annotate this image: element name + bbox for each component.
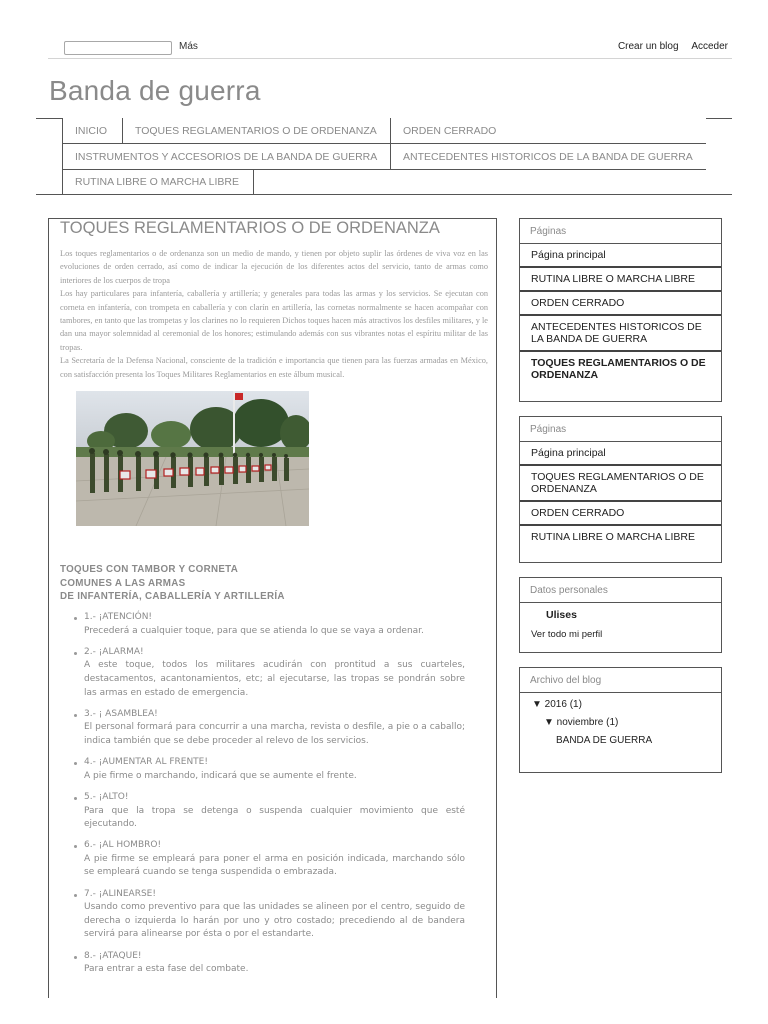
page-link-antecedentes[interactable]: ANTECEDENTES HISTORICOS DE LA BANDA DE GUERRA	[520, 316, 721, 352]
toque-name: 3.- ¡ ASAMBLEA!	[84, 708, 158, 719]
pages-widget-secondary	[519, 416, 722, 563]
list-item	[84, 646, 465, 700]
profile-widget	[519, 577, 722, 653]
toque-description: Para entrar a esta fase del combate.	[84, 964, 249, 975]
toque-name: 5.- ¡ALTO!	[84, 791, 129, 802]
toques-section-heading	[60, 563, 285, 604]
heading-line: DE INFANTERÍA, CABALLERÍA Y ARTILLERÍA	[60, 591, 285, 602]
profile-name-link[interactable]: Ulises	[546, 609, 577, 621]
archive-year-label[interactable]: ▼ 2016	[532, 699, 567, 710]
archive-month-noviembre[interactable]	[532, 714, 721, 732]
toque-description: A pie firme o marchando, indicará que se aumente el frente.	[84, 770, 357, 781]
navbar-right	[608, 41, 728, 52]
list-item	[84, 888, 465, 942]
list-item	[84, 791, 465, 832]
toque-name: 2.- ¡ALARMA!	[84, 646, 144, 657]
widget-title: Archivo del blog	[520, 668, 721, 693]
band-photo[interactable]	[76, 391, 309, 526]
page-link-home[interactable]: Página principal	[520, 442, 721, 466]
archive-widget	[519, 667, 722, 773]
page-link-orden-cerrado[interactable]: ORDEN CERRADO	[520, 292, 721, 316]
page-link-orden-cerrado[interactable]: ORDEN CERRADO	[520, 502, 721, 526]
tab-instrumentos[interactable]: INSTRUMENTOS Y ACCESORIOS DE LA BANDA DE GUERRA	[62, 144, 390, 170]
page-link-rutina-libre[interactable]: RUTINA LIBRE O MARCHA LIBRE	[520, 268, 721, 292]
toque-name: 6.- ¡AL HOMBRO!	[84, 840, 162, 851]
archive-month-count: (1)	[606, 717, 619, 728]
page-link-toques[interactable]: TOQUES REGLAMENTARIOS O DE ORDENANZA	[531, 357, 706, 381]
view-profile-link[interactable]: Ver todo mi perfil	[531, 629, 603, 640]
toque-description: A este toque, todos los militares acudirán con prontitud a sus cuarteles, destacamentos, acantonamientos, etc; al ejecutarse, las tropas se pondrán sobre las armas en estado de emergencia.	[84, 660, 465, 698]
toque-description: A pie firme se empleará para poner el arma en posición indicada, marchando sólo se empleará cuando se tenga suspendida o embrazada.	[84, 853, 465, 878]
archive-year-2016[interactable]	[532, 696, 721, 714]
list-item	[84, 611, 465, 638]
create-blog-link[interactable]: Crear un blog	[617, 41, 679, 52]
intro-paragraph: Los toques reglamentarios o de ordenanza son un medio de mando, y tienen por objeto suplir las órdenes de viva voz en las evoluciones de orden cerrado, así como de indicar la ejecución de los diferentes actos del servicio, tanto de armas como interiores de los cuerpos de tropa	[60, 249, 488, 285]
tab-rutina-libre[interactable]: RUTINA LIBRE O MARCHA LIBRE	[62, 170, 254, 194]
blog-title[interactable]: Banda de guerra	[49, 75, 261, 106]
widget-title: Páginas	[520, 219, 721, 244]
toque-name: 1.- ¡ATENCIÓN!	[84, 612, 153, 622]
tab-toques[interactable]: TOQUES REGLAMENTARIOS O DE ORDENANZA	[122, 118, 390, 144]
list-item	[84, 708, 465, 749]
toque-name: 7.- ¡ALINEARSE!	[84, 888, 156, 899]
tabs-bottom-rule	[36, 194, 732, 195]
heading-line: COMUNES A LAS ARMAS	[60, 577, 186, 589]
post-title[interactable]: TOQUES REGLAMENTARIOS O DE ORDENANZA	[60, 219, 440, 237]
archive-post-link[interactable]: BANDA DE GUERRA	[556, 735, 653, 746]
archive-year-count: (1)	[569, 699, 582, 710]
toque-description: Para que la tropa se detenga o suspenda cualquier movimiento que esté ejecutando.	[84, 805, 465, 830]
widget-title: Páginas	[520, 417, 721, 442]
page-link-home[interactable]: Página principal	[520, 244, 721, 268]
page-link-toques[interactable]: TOQUES REGLAMENTARIOS O DE ORDENANZA	[520, 466, 721, 502]
list-item	[84, 839, 465, 880]
tab-orden-cerrado[interactable]: ORDEN CERRADO	[390, 118, 706, 144]
list-item	[84, 756, 465, 783]
sign-in-link[interactable]: Acceder	[691, 41, 728, 52]
tab-inicio[interactable]: INICIO	[62, 118, 122, 144]
search-input[interactable]	[64, 41, 172, 55]
toque-description: Usando como preventivo para que las unidades se alineen por el centro, seguido de derecha o izquierda lo harán por uno y otro costado; precediendo al de bandera servirá para alinearse por ésta o por el estandarte.	[84, 902, 465, 940]
list-item	[84, 950, 465, 977]
toque-name: 4.- ¡AUMENTAR AL FRENTE!	[84, 757, 208, 768]
intro-paragraph: La Secretaría de la Defensa Nacional, consciente de la tradición e importancia que tienen para las fuerzas armadas en México, con satisfacción presenta los Toques Militares Reglamentarios en este álbum musical.	[60, 356, 488, 379]
pages-widget	[519, 218, 722, 402]
toques-list	[60, 611, 465, 984]
archive-month-label[interactable]: ▼ noviembre	[544, 717, 604, 728]
page-link-rutina-libre[interactable]: RUTINA LIBRE O MARCHA LIBRE	[531, 531, 695, 543]
toque-description: El personal formará para concurrir a una marcha, revista o desfile, a pie o a caballo; indica también que se debe proceder al relevo de los servicios.	[84, 722, 465, 746]
toque-name: 8.- ¡ATAQUE!	[84, 950, 142, 961]
tab-antecedentes[interactable]: ANTECEDENTES HISTORICOS DE LA BANDA DE GUERRA	[390, 144, 706, 170]
more-link[interactable]: Más	[179, 41, 198, 52]
heading-line: TOQUES CON TAMBOR Y CORNETA	[60, 564, 239, 575]
post-container	[48, 218, 497, 998]
header-divider	[48, 58, 732, 59]
blogger-navbar	[0, 0, 768, 60]
band-photo-graphic	[76, 391, 309, 526]
widget-title: Datos personales	[520, 578, 721, 603]
intro-paragraph: Los hay particulares para infantería, caballería y artillería; y generales para todas las armas y los servicios. Se ejecutan con corneta en infantería, con trompeta en caballería y con clarín en artillería, las cornetas normalmente se hacen acompañar con tambores, en tanto que las trompetas y los clarines no lo requieren Dichos toques hacen más atractivos los desfiles militares, y le dan una mayor solemnidad al ceremonial de los honores; estimulando además con sus vibrantes notas el espíritu militar de las tropas.	[60, 289, 488, 352]
post-intro	[60, 247, 488, 381]
archive-tree	[520, 693, 721, 750]
toque-description: Precederá a cualquier toque, para que se atienda lo que se vaya a ordenar.	[84, 625, 424, 636]
